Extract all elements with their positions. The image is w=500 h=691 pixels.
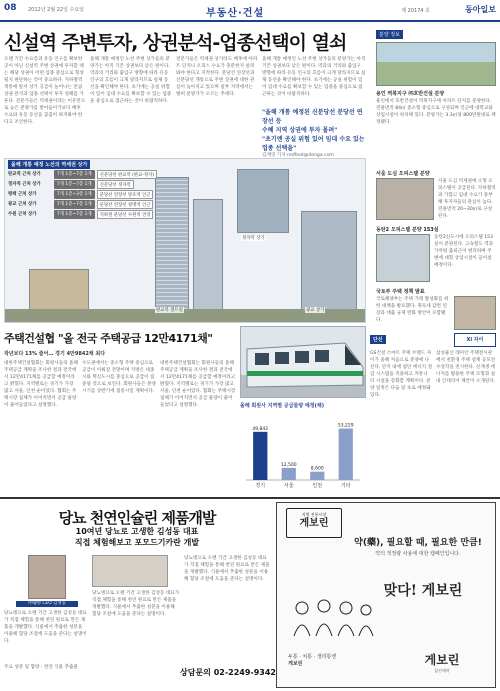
item-pill: 7개 1층~7층 1개 [54, 180, 95, 189]
right-item-text [376, 296, 450, 332]
article-paragraph: 삼성물산 래미안 주택전시관에서 친환경 주택 설계 공모전 수상작을 전시한다. 신재생 에너지를 활용한 주택 모형과 실내 인테리어 제안이 소개된다. [436, 351, 496, 384]
reporter-byline: 김재영 기자 redfoot@donga.com [262, 153, 334, 158]
brand-name [392, 651, 492, 674]
ad-text-column-1 [92, 590, 180, 660]
ad-footer: 주요 성분 및 함량 : 천연 식물 추출물 [4, 665, 78, 670]
list-item [8, 190, 208, 199]
station-list [8, 170, 208, 220]
brand-maker: 삼진제약 [434, 668, 450, 673]
building-photo [376, 178, 434, 220]
right-item-text [438, 178, 496, 220]
photo-caption: 정자역 상가 [242, 236, 265, 241]
ad-slogan-line: 약(藥), 필요할 때, 필요한 만큼! [354, 538, 482, 548]
article-paragraph: 올해 개통 예정인 노선 주변 상가들의 분양가는 아직 기존 상권보다 낮은 편이다. 역과의 거리와 출입구 방향에 따라 유동 인구의 흐름이 크게 달라지므로 실제 동선을 확인해야 한다. 초기에는 공실 위험이 있어 임대 수요를 확보할 수 있는 업종을 중심으로 접근하는 것이 바람직하다. [90, 57, 172, 104]
ad-text-column-3 [4, 610, 88, 660]
photo-caption: 판교역 센트럴 [156, 308, 183, 313]
item-name: 판교역 근처 상가 [8, 172, 41, 177]
campaign-logo-main: 게보린 [299, 518, 329, 529]
brand-main: 게보린 [424, 653, 460, 667]
ad-divider [0, 497, 500, 499]
item-pill: 7개 1층~7층 1개 [54, 200, 95, 209]
ad-indication-line: 두통 · 치통 · 생리통엔 [288, 654, 337, 660]
ad-paragraph: 당뇨병으로 오랜 기간 고생한 김성동 대표가 직접 체험을 통해 천연 원료로 만든 제품을 개발했다. 식물에서 추출한 성분을 이용해 혈당 조절에 도움을 준다는 설명이다. [184, 556, 270, 582]
article-paragraph: 오랜 기간 수요층과 유동 인구를 확보한 곳이 아닌 신설역 주변 상권에 투자할 때는 해당 상권이 어떤 업종 중심으로 형성될지 판단하는 것이 중요하다. 지하철역 개통에 앞서 상가 공급이 늘어나는 만큼 상권 분석과 업종 선택이 투자 성패를 가른다. 전문가들은 역세권이라는 이유만으로 높은 분양가를 받아들이기보다 배후 수요와 유동 동선을 꼼꼼히 따져봐야 한다고 조언한다. [4, 57, 86, 125]
building-image [301, 211, 357, 317]
building-photo [454, 296, 496, 330]
newspaper-name: 동아일보 [465, 5, 496, 14]
list-item [8, 210, 208, 219]
pull-quote-line: 수혜 지역 상권에 투자 몰려" [262, 127, 338, 134]
right-section-label: 분양 정보 [376, 30, 403, 39]
right-item-title: 용인 역북지구 ㈜호반건설 분양 [376, 91, 445, 97]
ad-big-text: 맞다! 게보린 [383, 583, 463, 599]
right-item-text [434, 234, 496, 282]
article-paragraph: 용인에서 호반건설이 역북지구에 아파트 단지를 분양한다. 전용면적 84㎡ 중소형 중심으로 구성되며 인근에 대학교와 상업시설이 위치해 있다. 분양가는 3.3㎡당 800만원대로 책정됐다. [376, 99, 496, 125]
section-title: 부동산·건설 [206, 8, 265, 19]
sub-headline: 주택건설협 "올 전국 주택공급 12만4171채" [4, 332, 213, 345]
list-item [8, 180, 208, 189]
chart-category-label: 인천 [312, 483, 323, 489]
article-paragraph: 올해 개통 예정인 노선 주변 상가들의 분양가는 아직 기존 상권보다 낮은 편이다. 역과의 거리와 출입구 방향에 따라 유동 인구의 흐름이 크게 달라지므로 실제 동선을 확인해야 한다. 초기에는 공실 위험이 있어 임대 수요를 확보할 수 있는 업종을 중심으로 접근하는 것이 바람직하다. [262, 57, 366, 97]
sub-article-column-1 [4, 360, 78, 492]
list-item [8, 170, 208, 179]
building-photo [376, 234, 430, 282]
list-item [8, 200, 208, 209]
item-desc: 신분당선 정자역 [97, 180, 134, 189]
item-desc: 지하철 분당선 수원역 연장 [97, 210, 154, 219]
people-illustration [290, 596, 374, 648]
ad-phone: 상담문의 02-2249-9342 [180, 668, 277, 677]
article-column-3 [176, 56, 258, 154]
right-item-title: 동탄2 오피스텔 분양 153실 [376, 227, 439, 233]
product-photo [92, 555, 168, 587]
ceo-portrait [28, 555, 66, 599]
train-photo [240, 326, 366, 398]
article-paragraph: 수도권에서는 중소형 주택 중심으로 공급이 이뤄질 전망이며 지방은 세종시와 혁신도시를 중심으로 공급이 집중될 것으로 보인다. 회원사들은 분양 시기를 상반기에 집중시킬 계획이다. [82, 361, 156, 394]
ad-slogan-sub: 약의 적정량 사용에 대한 캠페인입니다. [375, 551, 461, 557]
xi-logo: Xi 자이 [454, 333, 496, 347]
pull-quote-line: "올해 개통 예정된 신분당선 분당선 연장선 등 [262, 109, 363, 125]
news-brief-label: 단신 [370, 335, 386, 344]
article-paragraph: 대한주택건설협회는 회원사들의 올해 주택공급 계획을 조사한 결과 전국에서 12만4171채를 공급할 예정이라고 밝혔다. 지역별로는 경기가 가장 많고 서울, 인천 순이었다. 협회는 주택시장 침체가 이어지면서 공급 물량이 줄어들었다고 설명했다. [4, 361, 78, 408]
chart-category-label: 서울 [283, 483, 294, 489]
item-desc: 신분당선 판교역 (판교-정자) [97, 170, 157, 179]
sub-lead: 작년보다 13% 줄어… 경기 4만9842채 최다 [4, 351, 106, 357]
chart-value-label: 49,842 [252, 426, 269, 432]
article-column-1 [4, 56, 86, 154]
right-item-title: 서울 도심 오피스텔 분양 [376, 171, 430, 177]
chart-title: 올해 회원사 지역별 공급물량 예정(채) [240, 403, 324, 409]
ad-headline: 당뇨 천연인슐린 제품개발 [58, 509, 216, 527]
item-pill: 7개 1층~7층 1개 [54, 170, 95, 179]
chart-bar [310, 472, 324, 480]
chart-bar [253, 432, 267, 480]
ad-indications [288, 654, 366, 668]
building-image [237, 169, 289, 233]
chart-value-label: 8,600 [310, 466, 324, 472]
ceo-caption: ㈜웰빙 CEO 김성동 [16, 601, 78, 607]
page-number: 08 [4, 3, 17, 13]
brief-column-1 [370, 350, 432, 492]
chart-bar [339, 429, 353, 480]
ad-subline: 10여년 당뇨로 고생한 김성동 대표 [75, 527, 199, 536]
sub-article-column-3 [160, 360, 236, 492]
article-paragraph: 전문가들은 역세권 상가라도 배후에 아파트 단지나 오피스 수요가 충분한지 살펴봐야 한다고 지적한다. 분당선 연장선과 신분당선 개통으로 주변 상권에 대한 관심이 높아지고 있으며 일부 지역에서는 벌써 분양가가 오르는 추세다. [176, 57, 258, 97]
chart-category-label: 기타 [340, 483, 351, 489]
page-header [0, 0, 500, 22]
photo-tag: 올해 개통 예정 노선의 역세권 상가 [8, 160, 90, 169]
article-paragraph: 국토해양부는 주택 거래 활성화를 위한 대책을 발표했다. 취득세 감면 연장과 대출 규제 완화 방안이 포함됐다. [376, 297, 449, 323]
ad-paragraph: 당뇨병으로 오랜 기간 고생한 김성동 대표가 직접 체험을 통해 천연 원료로 만든 제품을 개발했다. 식물에서 추출한 성분을 이용해 혈당 조절에 도움을 준다는 설명이다. [4, 611, 87, 644]
campaign-logo-top: 지역 전통시장 [301, 512, 327, 517]
item-desc: 분당선 연장선 청명역 인근 [97, 200, 154, 209]
pull-quote [262, 108, 366, 153]
issue-date: 2012년 2월 22일 수요일 [28, 7, 85, 13]
ad-text-column-2 [184, 555, 270, 660]
photo-caption: 광교 상가 [306, 308, 325, 313]
ad-indication-line: 게보린 [288, 661, 303, 667]
article-paragraph: 서울 도심 역세권에 소형 오피스텔이 공급된다. 지하철역과 가깝고 임대 수요가 풍부해 투자자들의 관심이 높다. 전용면적 20~30㎡로 구성된다. [438, 179, 496, 219]
article-paragraph: 동탄2신도시에 오피스텔 153실이 분양된다. 고속철도 역과 가까워 출퇴근이 편리하며 주변에 대형 상업시설이 들어설 예정이다. [434, 235, 494, 268]
item-name: 정자역 근처 상가 [8, 182, 41, 187]
item-pill: 7개 1층~3층 1개 [54, 190, 95, 199]
main-headline: 신설역 주변투자, 상권분석-업종선택이 열쇠 [4, 32, 347, 54]
article-paragraph: 대한주택건설협회는 회원사들의 올해 주택공급 계획을 조사한 결과 전국에서 12만4171채를 공급할 예정이라고 밝혔다. 지역별로는 경기가 가장 많고 서울, 인천 순이었다. 협회는 주택시장 침체가 이어지면서 공급 물량이 줄어들었다고 설명했다. [160, 361, 236, 408]
item-desc: 분당선 연장선 망포역 인근 [97, 190, 154, 199]
item-pill: 7개 1층~7층 1개 [54, 210, 95, 219]
chart-bar [282, 468, 296, 480]
campaign-logo [286, 508, 342, 538]
item-name: 수원 근처 상가 [8, 212, 37, 217]
train-illustration [241, 327, 366, 398]
item-name: 광교 근처 상가 [8, 202, 37, 207]
ad-slogan [346, 538, 490, 560]
right-item-title: 국토부 주택 정책 발표 [376, 289, 425, 295]
sub-article-column-2 [82, 360, 156, 492]
issue-info: 제 20174 호 [401, 8, 430, 14]
right-item-text [376, 98, 496, 166]
article-column-2 [90, 56, 172, 154]
ad-subheadline [4, 526, 270, 548]
pull-quote-line: "초기엔 공실 위험 있어 임대 수요 있는 업종 선택을" [262, 136, 365, 152]
item-name: 평택 근처 상가 [8, 192, 37, 197]
ad-subline: 직접 체험해보고 포모드기카란 개발 [74, 538, 200, 547]
brief-column-2 [436, 350, 496, 492]
chart-value-label: 12,500 [280, 462, 297, 468]
article-paragraph: GS건설 스마트 주택 브랜드 자이가 올해 처음으로 분양에 나선다. 단지 내에 첨단 에너지 절감 시스템을 적용하고 커뮤니티 시설을 강화할 계획이다. 분양 일정은 다음 달 초로 예정돼 있다. [370, 351, 432, 398]
chart-value-label: 53,229 [337, 423, 354, 429]
article-column-4 [262, 56, 366, 104]
chart-category-label: 경기 [255, 483, 266, 489]
bar-chart [240, 410, 366, 494]
ad-paragraph: 당뇨병으로 오랜 기간 고생한 김성동 대표가 직접 체험을 통해 천연 원료로 만든 제품을 개발했다. 식물에서 추출한 성분을 이용해 혈당 조절에 도움을 준다는 설명이다. [92, 591, 180, 617]
complex-photo [376, 42, 496, 86]
